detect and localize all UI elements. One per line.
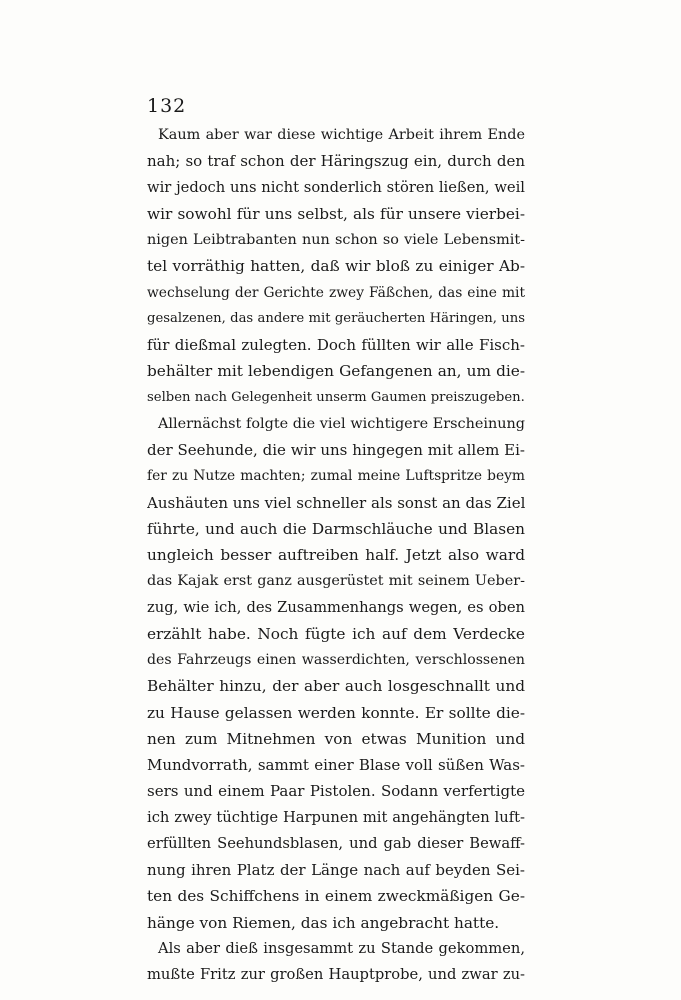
text-line: selben nach Gelegenheit unserm Gaumen preiszugeben. [147, 389, 525, 405]
text-line: zu Hause gelassen werden konnte. Er sollte die- [147, 703, 525, 722]
body-text [147, 122, 525, 988]
text-line: nigen Leibtrabanten nun schon so viele Lebensmit- [147, 232, 525, 248]
text-line: des Fahrzeugs einen wasserdichten, verschlossenen [147, 652, 525, 668]
text-line: behälter mit lebendigen Gefangenen an, um die- [147, 362, 525, 381]
text-line: tel vorräthig hatten, daß wir bloß zu einiger Ab- [147, 257, 525, 276]
text-line: ich zwey tüchtige Harpunen mit angehängten luft- [147, 808, 525, 826]
page-number: 132 [147, 95, 187, 117]
text-line: erzählt habe. Noch fügte ich auf dem Verdecke [147, 624, 525, 643]
text-line: Als aber dieß insgesammt zu Stande gekommen, [158, 939, 525, 957]
text-line: nah; so traf schon der Häringszug ein, durch den [147, 152, 525, 171]
text-line: fer zu Nutze machten; zumal meine Luftspritze beym [147, 468, 525, 485]
text-line: ungleich besser auftreiben half. Jetzt also ward [147, 546, 525, 564]
text-line: nung ihren Platz der Länge nach auf beyden Sei- [147, 861, 525, 879]
text-line: sers und einem Paar Pistolen. Sodann verfertigte [147, 782, 525, 801]
text-line: wechselung der Gerichte zwey Fäßchen, das eine mit [147, 284, 525, 301]
text-line: zug, wie ich, des Zusammenhangs wegen, es oben [147, 598, 525, 616]
text-line: hänge von Riemen, das ich angebracht hatte. [147, 913, 500, 932]
text-line: das Kajak erst ganz ausgerüstet mit seinem Ueber- [147, 573, 525, 590]
text-line: mußte Fritz zur großen Hauptprobe, und zwar zu- [147, 966, 525, 983]
text-line: für dießmal zulegten. Doch füllten wir alle Fisch- [147, 336, 525, 354]
text-line: wir sowohl für uns selbst, als für unsere vierbei- [147, 204, 525, 223]
text-line: Behälter hinzu, der aber auch losgeschnallt und [147, 677, 525, 696]
text-line: führte, und auch die Darmschläuche und Blasen [147, 519, 525, 538]
text-line: wir jedoch uns nicht sonderlich stören ließen, weil [147, 178, 525, 196]
text-line: Mundvorrath, sammt einer Blase voll süßen Was- [147, 756, 525, 774]
text-line: Allernächst folgte die viel wichtigere Erscheinung [158, 415, 525, 432]
text-line: gesalzenen, das andere mit geräucherten Häringen, uns [147, 310, 525, 326]
text-line: Aushäuten uns viel schneller als sonst an das Ziel [147, 493, 525, 512]
text-line: Kaum aber war diese wichtige Arbeit ihrem Ende [158, 127, 525, 143]
text-line: der Seehunde, die wir uns hingegen mit allem Ei- [147, 441, 525, 459]
text-line: nen zum Mitnehmen von etwas Munition und [147, 729, 525, 748]
text-line: ten des Schiffchens in einem zweckmäßigen Ge- [147, 887, 525, 906]
text-line: erfüllten Seehundsblasen, und gab dieser Bewaff- [147, 834, 525, 852]
